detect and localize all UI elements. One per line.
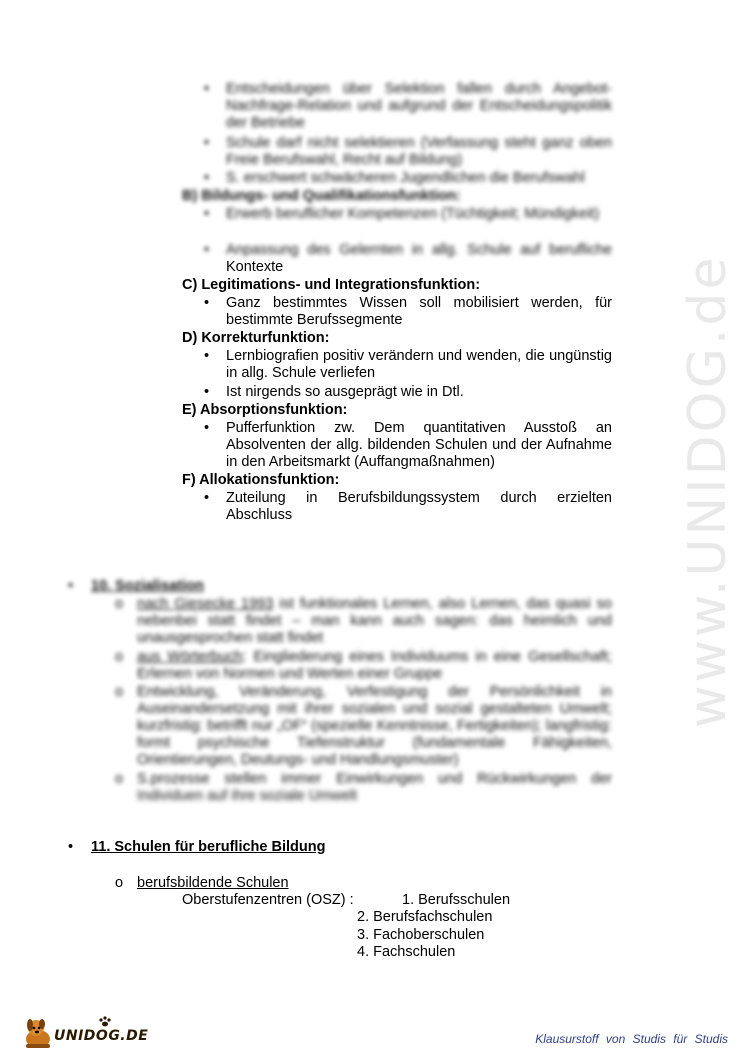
footer-tagline: Klausurstoff von Studis für Studis [535,1032,728,1046]
heading-c: C) Legitimations- und Integrationsfunktion: [182,277,481,293]
logo-text: UNIDOG.DE [54,1028,149,1044]
osz-label: Oberstufenzentren (OSZ) : [182,892,354,908]
paw-icon [98,1016,112,1028]
school-type-1: 1. Berufsschulen [402,892,511,908]
continuation-text: Individuen auf ihre soziale Umwelt [137,788,358,804]
continuation-text: Kontexte [226,259,284,275]
heading-d: D) Korrekturfunktion: [182,330,330,346]
unidog-logo[interactable] [22,1016,162,1052]
school-type-4: 4. Fachschulen [357,944,456,960]
heading-b: B) Bildungs- und Qualifikationsfunktion: [182,188,461,204]
heading-e: E) Absorptionsfunktion: [182,402,348,418]
document-page: www.UNIDOG.de • Entscheidungen über Selektion fallen durch Angebot-Nachfrage-Relation und aufgrund der Entscheidungspolitik der Betriebe • Schule darf nicht selektieren (Verfassung steht ganz oben Freie Berufswahl, Recht auf Bildung) • S. erschwert schwächeren Jugendlichen die Berufswahl B) Bildungs- und Qualifikationsfunktion: • Erwerb beruflicher Kompetenzen (Tüchtigkeit; Mündigkeit) • Anpassung des Gelernten in allg. Schule auf berufliche Kontexte C) Legitimations- und Integrationsfunktion: • Ganz bestimmtes Wissen soll mobilisiert werden, für bestimmte Berufssegmente D) Korrekturfunktion: • Lernbiografien positiv verändern und wenden, die ungünstig in allg. Schule verliefen • Ist nirgends so ausgeprägt wie in Dtl. E) Absorptionsfunktion: • Pufferfunktion zw. Dem quantitativen Ausstoß an Absolventen der allg. bildenden Schulen und der Aufnahme in den Arbeitsmarkt (Auffangmaßnahmen) F) Allokationsfunktion: • Zuteilung in Berufsbildungssystem durch erzielten Abschluss • 10. Sozialisation o nach Giesecke 1993 ist funktionales Lernen, also Lernen, das quasi so nebenbei statt findet – man kann auch sagen: das heimlich und unausgesprochen statt findet o aus Wörterbuch: Eingliederung eines Individuums in eine Gesellschaft; Erlernen von Normen und Werten einer Gruppe o Entwicklung, Veränderung, Verfestigung der Persönlichkeit in Auseinandersetzung mit ihrer sozialen und sozial gestalteten Umwelt; kurzfristig: betrifft nur „OF“ (spezielle Kenntnisse, Fertigkeiten); langfristig: formt psychische Tiefenstruktur (fundamentale Fähigkeiten, Orientierungen, Deutungs- und Handlungsmuster) o S.prozesse stellen immer Einwirkungen und Rückwirkungen der Individuen auf ihre soziale Umwelt • 11. Schulen für berufliche Bildung o berufsbildende Schulen Oberstufenzentren (OSZ) : 1. Berufsschulen 2. Berufsfachschulen 3. Fachoberschulen 4. Fachschulen UNIDOG.DE Klausurstoff von Studis für Studis [0,0,750,1060]
school-type-2: 2. Berufsfachschulen [357,909,493,925]
school-type-3: 3. Fachoberschulen [357,927,485,943]
watermark-text: www.UNIDOG.de [678,254,738,728]
heading-f: F) Allokationsfunktion: [182,472,340,488]
